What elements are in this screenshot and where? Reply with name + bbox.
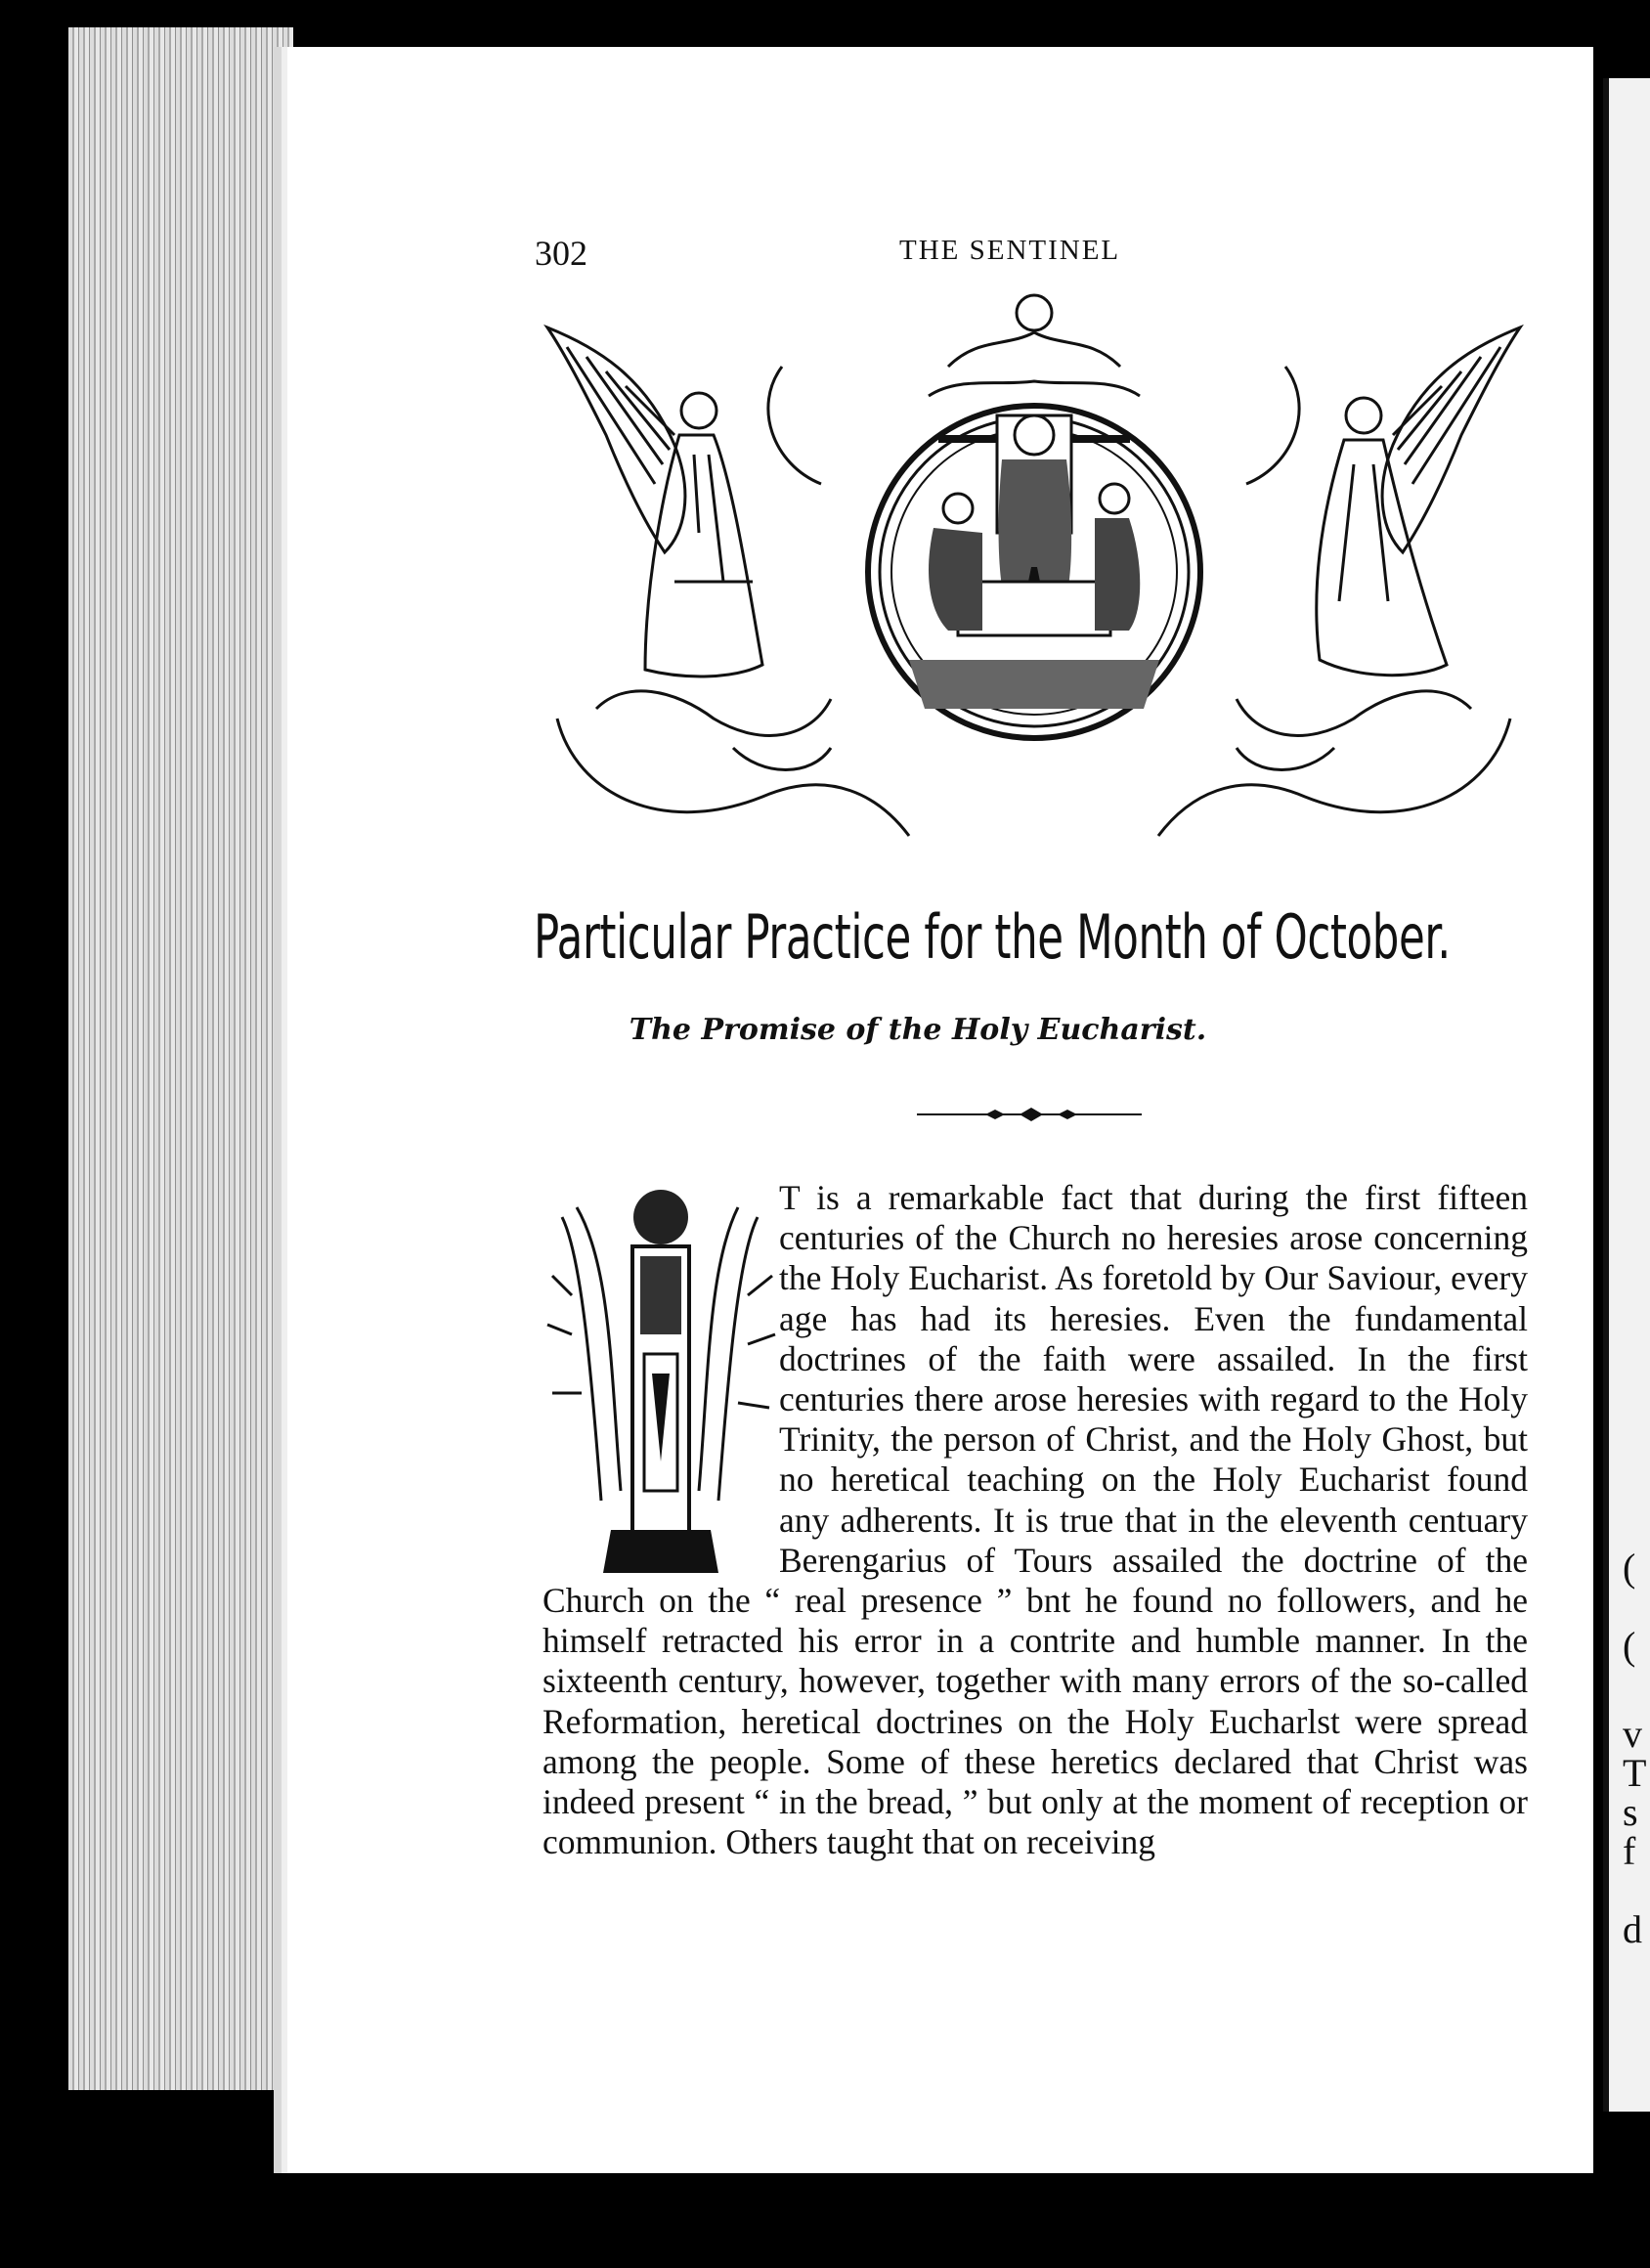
- left-angel-illustration: [547, 327, 831, 735]
- right-angel-illustration: [1237, 327, 1520, 735]
- facing-page-letter: v: [1623, 1712, 1642, 1756]
- facing-page-letter: (: [1623, 1546, 1636, 1590]
- facing-page-letter: s: [1623, 1790, 1638, 1834]
- facing-page-letter: f: [1623, 1829, 1636, 1873]
- book-page-edges: [68, 27, 293, 2090]
- page-number: 302: [535, 234, 587, 273]
- facing-page-letter: T: [1623, 1751, 1647, 1795]
- article-body: [543, 1178, 1528, 1862]
- ornamental-divider: [917, 1105, 1142, 1124]
- header-vignette-illustration: [538, 288, 1530, 860]
- article-body-text: T is a remarkable fact that during the first fifteen centuries of the Church no heresies arose concerning the Holy Eucharist. As foretold by Our Saviour, every age has had its heresies. Even the fundamental doctrines of the faith were assailed. In the first centuries there arose heresies with regard to the Holy Trinity, the person of Christ, and the Holy Ghost, but no heretical teaching on the Holy Eucharist found any adherents. It is true that in the eleventh centuary Berengarius of Tours assailed the doctrine of the Church on the “ real presence ” bnt he found no followers, and he himself retracted his error in a contrite and humble manner. In the sixteenth century, however, together with many errors of the so-called Reformation, heretical doctrines on the Holy Eucharlst were spread among the people. Some of these heretics declared that Christ was indeed present “ in the bread, ” but only at the moment of reception or communion. Others taught that on receiving: [543, 1178, 1528, 1862]
- article-subtitle: The Promise of the Holy Eucharist.: [629, 1013, 1207, 1047]
- article-title: Particular Practice for the Month of October.: [534, 901, 1451, 973]
- facing-page-letter: d: [1623, 1907, 1642, 1951]
- illuminated-initial-i: [543, 1178, 779, 1573]
- running-head: THE SENTINEL: [899, 235, 1121, 266]
- facing-page-letter: (: [1623, 1624, 1636, 1668]
